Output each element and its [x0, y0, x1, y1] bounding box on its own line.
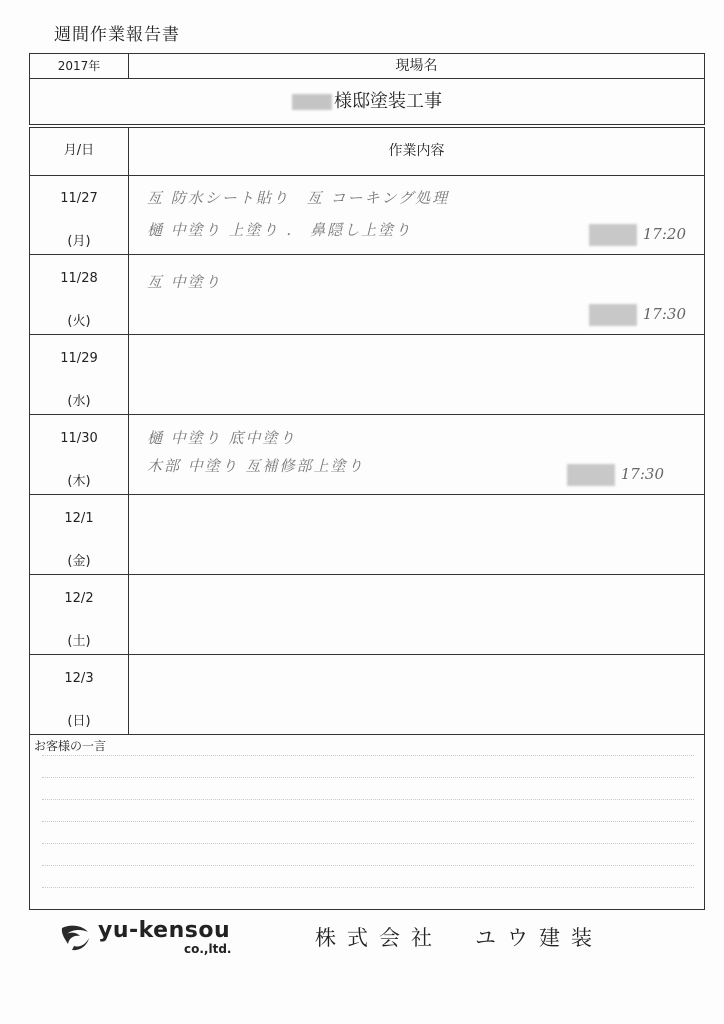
day-date: 11/27 — [60, 191, 98, 206]
day-row — [30, 175, 704, 255]
day-cell — [30, 655, 129, 734]
day-of-week: (土) — [67, 634, 91, 649]
day-date: 11/30 — [60, 431, 98, 446]
work-cell — [129, 335, 704, 414]
day-of-week: (金) — [67, 554, 91, 569]
work-column-header: 作業内容 — [388, 143, 445, 159]
redacted-signature-blur — [567, 464, 615, 486]
date-column-header: 月/日 — [30, 128, 129, 175]
comment-line — [42, 799, 694, 800]
swirl-logo-icon — [58, 922, 92, 952]
comment-line — [42, 887, 694, 888]
day-cell — [30, 495, 129, 574]
finish-time: 17:20 — [642, 225, 686, 243]
signature-time — [589, 304, 686, 326]
finish-time: 17:30 — [642, 305, 686, 323]
day-date: 12/2 — [64, 591, 94, 606]
site-name: 様邸塗装工事 — [334, 91, 442, 112]
day-cell — [30, 415, 129, 494]
comment-line — [42, 821, 694, 822]
customer-comment-area — [30, 735, 704, 909]
logo-subtext: co.,ltd. — [184, 942, 232, 956]
site-info-box — [29, 53, 705, 125]
document-title: 週間作業報告書 — [54, 25, 180, 45]
work-cell — [129, 175, 704, 254]
day-cell — [30, 575, 129, 654]
table-header-row — [30, 128, 704, 176]
work-line: 亙 中塗り — [147, 273, 222, 291]
weekly-report-table — [29, 127, 705, 910]
comment-line — [42, 777, 694, 778]
work-cell — [129, 575, 704, 654]
year-cell: 2017年 — [30, 54, 129, 79]
day-date: 11/29 — [60, 351, 98, 366]
signature-time — [567, 464, 664, 486]
day-cell — [30, 335, 129, 414]
work-line: 木部 中塗り 亙補修部上塗り — [147, 457, 365, 475]
work-cell — [129, 495, 704, 574]
day-of-week: (月) — [67, 234, 91, 249]
day-of-week: (水) — [67, 394, 91, 409]
logo-text: yu-kensou — [98, 918, 231, 943]
site-label: 現場名 — [129, 54, 704, 79]
day-row — [30, 415, 704, 495]
day-row — [30, 655, 704, 735]
day-row — [30, 495, 704, 575]
day-cell — [30, 255, 129, 334]
comment-line — [42, 865, 694, 866]
day-cell — [30, 175, 129, 254]
finish-time: 17:30 — [620, 465, 664, 483]
work-line: 樋 中塗り 上塗り ． 鼻隠し上塗り — [147, 221, 413, 239]
work-cell — [129, 655, 704, 734]
day-of-week: (火) — [67, 314, 91, 329]
day-of-week: (木) — [67, 474, 91, 489]
day-date: 11/28 — [60, 271, 98, 286]
comment-line — [42, 755, 694, 756]
customer-comment-label: お客様の一言 — [34, 739, 107, 753]
day-row — [30, 255, 704, 335]
company-logo — [56, 918, 256, 958]
work-line: 亙 防水シート貼り 亙 コーキング処理 — [147, 189, 450, 207]
day-of-week: (日) — [67, 714, 91, 729]
day-row — [30, 575, 704, 655]
redacted-signature-blur — [589, 224, 637, 246]
redacted-signature-blur — [589, 304, 637, 326]
day-date: 12/3 — [64, 671, 94, 686]
redacted-name-blur — [292, 94, 332, 110]
work-line: 樋 中塗り 底中塗り — [147, 429, 297, 447]
work-cell — [129, 415, 704, 494]
site-name-row — [30, 79, 704, 124]
day-row — [30, 335, 704, 415]
work-cell — [129, 255, 704, 334]
day-date: 12/1 — [64, 511, 94, 526]
comment-line — [42, 843, 694, 844]
company-name: 株式会社 ユウ建装 — [315, 926, 603, 950]
signature-time — [589, 224, 686, 246]
